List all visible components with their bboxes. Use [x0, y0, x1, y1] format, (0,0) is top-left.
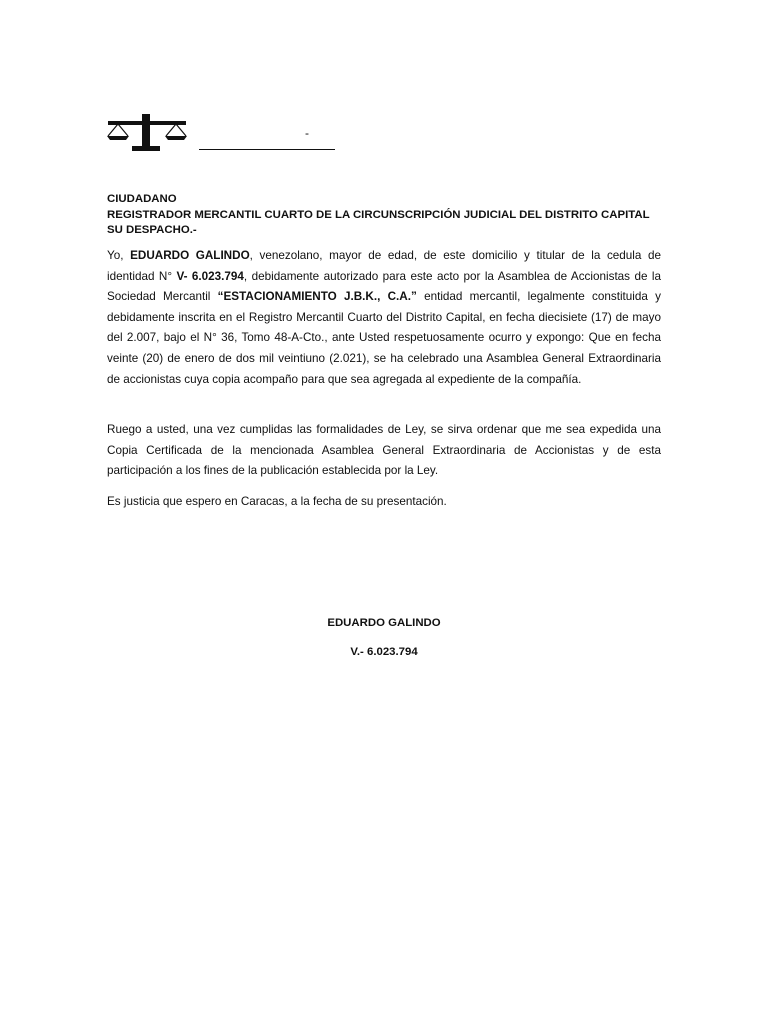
text-run: Yo,	[107, 249, 131, 262]
signature-id: V.- 6.023.794	[350, 646, 418, 658]
letterhead	[106, 112, 346, 156]
petitioner-name: EDUARDO GALINDO	[130, 249, 250, 262]
header-dash: -	[305, 126, 309, 140]
text-run: entidad mercantil, legalmente constituida y debidamente inscrita en el Registro Mercantil Cuarto del Distrito Capital, en fecha diecisiete (17) de mayo del 2.007, bajo el N° 36, Tomo 48-A-Cto., ante Usted respetuosamente ocurro y expongo: Que en fecha veinte (20) de enero de dos mil veintiuno (2.021), se ha celebrado una Asamblea General Extraordinaria de accionistas cuya copia acompaño para que sea agregada al expediente de la compañía.	[107, 290, 662, 386]
text-run: , debidamente autorizado para este acto por la Asamblea de Accionistas de la Sociedad Mercantil	[107, 269, 661, 304]
body-paragraph-3: Es justicia que espero en Caracas, a la fecha de su presentación.	[107, 495, 447, 508]
addressee-closing: SU DESPACHO.-	[107, 224, 197, 236]
header-underline	[199, 149, 335, 150]
addressee-block	[107, 192, 667, 239]
body-paragraph-2: Ruego a usted, una vez cumplidas las formalidades de Ley, se sirva ordenar que me sea expedida una Copia Certificada de la mencionada Asamblea General Extraordinaria de Accionistas y de esta participación a los fines de la publicación establecida por la Ley.	[107, 423, 661, 478]
company-name: “ESTACIONAMIENTO J.B.K., C.A.”	[217, 290, 417, 304]
petitioner-id: V- 6.023.794	[176, 269, 244, 283]
addressee-title: CIUDADANO	[107, 193, 177, 205]
signature-name: EDUARDO GALINDO	[327, 617, 441, 629]
addressee-office: REGISTRADOR MERCANTIL CUARTO DE LA CIRCUNSCRIPCIÓN JUDICIAL DEL DISTRITO CAPITAL	[107, 208, 650, 221]
text-run: , venezolano, mayor de edad, de este domicilio y titular de la cedula de identidad N°	[107, 249, 662, 283]
scales-of-justice-icon	[106, 112, 190, 152]
body-paragraph-1	[107, 246, 661, 390]
